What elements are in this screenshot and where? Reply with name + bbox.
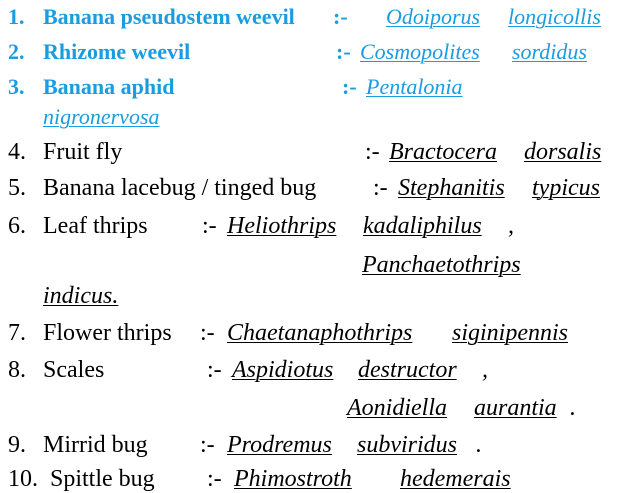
common-name: Rhizome weevil <box>43 39 191 64</box>
separator: :- <box>373 175 388 201</box>
genus-name: Stephanitis <box>398 175 505 201</box>
punctuation: , <box>482 357 488 383</box>
common-name: Scales <box>43 357 105 383</box>
species-name: hedemerais <box>400 466 511 492</box>
species-name: nigronervosa <box>43 104 160 129</box>
separator: :- <box>200 320 215 346</box>
species-name: siginipennis <box>452 320 569 346</box>
common-name: Banana aphid <box>43 74 175 99</box>
separator: :- <box>365 139 380 165</box>
item-number: 1. <box>8 4 25 29</box>
common-name: Banana pseudostem weevil <box>43 4 295 29</box>
genus-name: Heliothrips <box>227 213 337 239</box>
species-name: kadaliphilus <box>363 213 482 239</box>
item-number: 7. <box>8 320 26 346</box>
genus-name: Prodremus <box>227 432 332 458</box>
genus-name: Odoiporus <box>386 4 481 29</box>
common-name: Leaf thrips <box>43 213 148 239</box>
punctuation: . <box>570 395 576 421</box>
genus-name: Pentalonia <box>366 74 463 99</box>
separator: :- <box>202 213 217 239</box>
item-number: 9. <box>8 432 26 458</box>
punctuation: , <box>508 213 514 239</box>
separator: :- <box>333 4 348 29</box>
genus-name: Phimostroth <box>234 466 352 492</box>
genus-name: Aonidiella <box>347 395 447 421</box>
genus-name: Panchaetothrips <box>362 252 521 278</box>
separator: :- <box>207 357 222 383</box>
common-name: Flower thrips <box>43 320 172 346</box>
genus-name: Cosmopolites <box>360 39 480 64</box>
punctuation: . <box>476 432 482 458</box>
species-name: typicus <box>532 175 600 201</box>
separator: :- <box>207 466 222 492</box>
species-name: subviridus <box>357 432 458 458</box>
item-number: 6. <box>8 213 26 239</box>
item-number: 2. <box>8 39 25 64</box>
item-number: 4. <box>8 139 26 165</box>
common-name: Fruit fly <box>43 139 123 165</box>
separator: :- <box>336 39 351 64</box>
common-name: Banana lacebug / tinged bug <box>43 175 317 201</box>
species-name: dorsalis <box>524 139 602 165</box>
species-name: indicus. <box>43 283 119 309</box>
genus-name: Bractocera <box>389 139 497 165</box>
item-number: 8. <box>8 357 26 383</box>
genus-name: Aspidiotus <box>232 357 334 383</box>
item-number: 10. <box>8 466 38 492</box>
separator: :- <box>342 74 357 99</box>
common-name: Mirrid bug <box>43 432 148 458</box>
item-number: 5. <box>8 175 26 201</box>
species-name: longicollis <box>508 4 601 29</box>
species-name: aurantia <box>474 395 557 421</box>
species-name: destructor <box>358 357 457 383</box>
species-name: sordidus <box>512 39 587 64</box>
item-number: 3. <box>8 74 25 99</box>
genus-name: Chaetanaphothrips <box>227 320 413 346</box>
common-name: Spittle bug <box>50 466 155 492</box>
separator: :- <box>200 432 215 458</box>
